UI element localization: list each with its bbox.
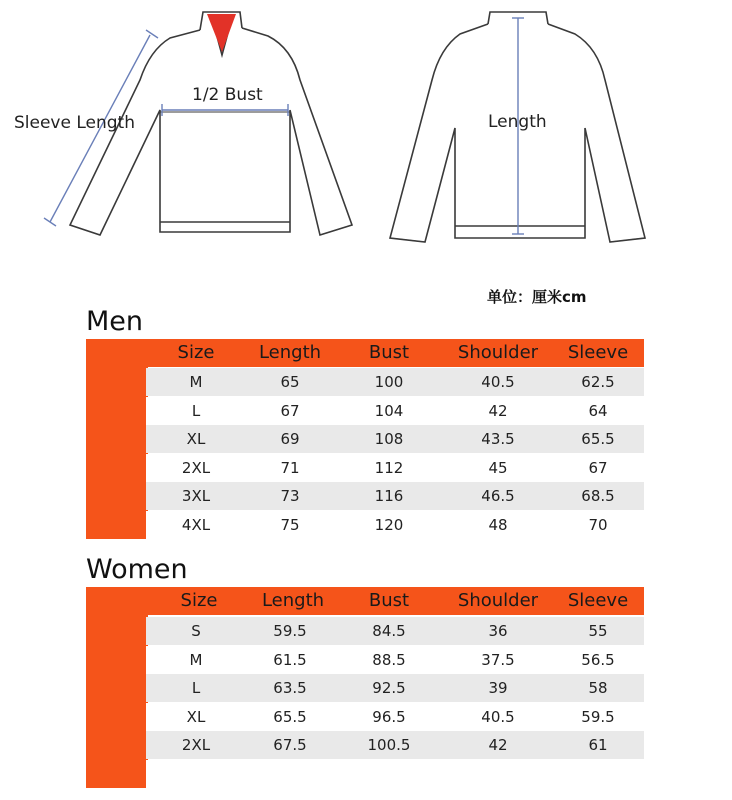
table-cell: 62.5 bbox=[581, 373, 615, 391]
table-cell: 65.5 bbox=[581, 430, 615, 448]
table-cell: 88.5 bbox=[372, 650, 406, 669]
men-sidebar bbox=[86, 339, 148, 539]
table-cell bbox=[246, 760, 334, 788]
table-row bbox=[146, 760, 644, 788]
table-cell: 68.5 bbox=[581, 487, 615, 505]
table-row bbox=[146, 731, 644, 759]
table-cell: 120 bbox=[374, 515, 404, 534]
men-header-size: Size bbox=[177, 342, 215, 363]
table-cell: 56.5 bbox=[581, 650, 615, 669]
table-cell: 112 bbox=[374, 458, 404, 477]
table-cell: 37.5 bbox=[481, 650, 515, 669]
women-title: Women bbox=[86, 554, 188, 585]
table-row bbox=[146, 646, 644, 674]
table-cell: 40.5 bbox=[481, 373, 515, 391]
table-cell: 64 bbox=[588, 401, 608, 420]
table-cell bbox=[146, 760, 246, 788]
women-header-length: Length bbox=[261, 590, 325, 611]
table-cell: XL bbox=[186, 430, 206, 448]
table-cell: 75 bbox=[280, 515, 300, 534]
table-cell: 61.5 bbox=[273, 650, 307, 669]
women-header-size: Size bbox=[180, 590, 218, 611]
table-cell: 43.5 bbox=[481, 430, 515, 448]
table-cell: 73 bbox=[280, 487, 300, 505]
table-cell: 59.5 bbox=[273, 622, 307, 640]
unit-label: 单位：厘米cm bbox=[487, 288, 587, 306]
table-cell: 63.5 bbox=[273, 679, 307, 697]
table-cell: 108 bbox=[374, 430, 404, 448]
table-cell: 45 bbox=[488, 458, 508, 477]
women-header-sleeve: Sleeve bbox=[567, 590, 629, 611]
table-cell: 48 bbox=[488, 515, 508, 534]
table-cell: 42 bbox=[488, 401, 508, 420]
women-header-bust: Bust bbox=[368, 590, 410, 611]
table-cell: 58 bbox=[588, 679, 608, 697]
table-cell: 2XL bbox=[181, 736, 211, 754]
table-cell: 39 bbox=[488, 679, 508, 697]
table-cell: 59.5 bbox=[581, 707, 615, 726]
men-header-sleeve: Sleeve bbox=[567, 342, 629, 363]
garment-diagrams bbox=[0, 0, 732, 260]
table-row bbox=[146, 511, 644, 539]
table-row bbox=[146, 674, 644, 702]
table-cell: S bbox=[191, 622, 201, 640]
men-header-length: Length bbox=[258, 342, 322, 363]
table-cell bbox=[552, 760, 644, 788]
table-row bbox=[146, 617, 644, 645]
men-title: Men bbox=[86, 306, 144, 337]
table-cell: 100 bbox=[374, 373, 404, 391]
table-cell: 92.5 bbox=[372, 679, 406, 697]
table-cell bbox=[334, 760, 444, 788]
table-row bbox=[146, 703, 644, 731]
men-header-shoulder: Shoulder bbox=[457, 342, 539, 363]
table-cell: M bbox=[189, 650, 203, 669]
women-header-row bbox=[146, 587, 644, 615]
bust-label: 1/2 Bust bbox=[192, 85, 263, 105]
collar-accent bbox=[207, 14, 236, 52]
table-cell: 96.5 bbox=[372, 707, 406, 726]
table-row bbox=[146, 482, 644, 510]
table-cell: 2XL bbox=[181, 458, 211, 477]
table-cell: 65 bbox=[280, 373, 300, 391]
table-cell: L bbox=[191, 401, 201, 420]
table-cell: 42 bbox=[488, 736, 508, 754]
table-cell: 55 bbox=[588, 622, 608, 640]
women-sidebar bbox=[86, 587, 148, 788]
table-row bbox=[146, 454, 644, 482]
men-header-row bbox=[146, 339, 644, 367]
table-cell: 67 bbox=[280, 401, 300, 420]
table-cell: 70 bbox=[588, 515, 608, 534]
table-cell: 67.5 bbox=[273, 736, 307, 754]
table-row bbox=[146, 368, 644, 396]
women-header-shoulder: Shoulder bbox=[457, 590, 539, 611]
table-cell: L bbox=[191, 679, 201, 697]
table-cell: 40.5 bbox=[481, 707, 515, 726]
table-cell: XL bbox=[186, 707, 206, 726]
sleeve-length-label: Sleeve Length bbox=[14, 113, 135, 133]
table-cell: 100.5 bbox=[367, 736, 411, 754]
table-cell: 104 bbox=[374, 401, 404, 420]
table-cell: 61 bbox=[588, 736, 608, 754]
table-row bbox=[146, 397, 644, 425]
table-cell: 67 bbox=[588, 458, 608, 477]
table-row bbox=[146, 425, 644, 453]
table-cell: 36 bbox=[488, 622, 508, 640]
table-cell: M bbox=[189, 373, 203, 391]
table-cell: 46.5 bbox=[481, 487, 515, 505]
length-label: Length bbox=[488, 112, 547, 132]
table-cell: 116 bbox=[374, 487, 404, 505]
table-cell: 65.5 bbox=[273, 707, 307, 726]
table-cell: 4XL bbox=[181, 515, 211, 534]
table-cell: 69 bbox=[280, 430, 300, 448]
men-header-bust: Bust bbox=[368, 342, 410, 363]
table-cell: 3XL bbox=[181, 487, 211, 505]
table-cell: 71 bbox=[280, 458, 300, 477]
table-cell bbox=[444, 760, 552, 788]
table-cell: 84.5 bbox=[372, 622, 406, 640]
